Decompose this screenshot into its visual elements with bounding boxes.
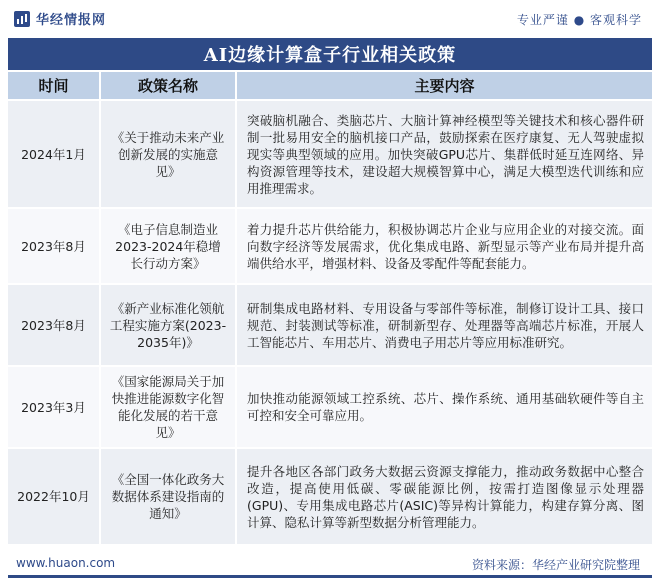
cell-policy-name: 《关于推动未来产业创新发展的实施意见》 (100, 100, 236, 208)
top-bar (0, 0, 660, 36)
cell-content: 突破脑机融合、类脑芯片、大脑计算神经模型等关键技术和核心器件研制一批易用安全的脑机接口产品，鼓励探索在医疗康复、无人驾驶虚拟现实等典型领域的应用。加快突破GPU芯片、集群低时延互连网络、异构资源管理等技术，建设超大规模智算中心，满足大模型迭代训练和应用推理需求。 (236, 100, 652, 208)
cell-content: 加快推动能源领域工控系统、芯片、操作系统、通用基础软硬件等自主可控和安全可靠应用。 (236, 366, 652, 448)
table-row (8, 366, 652, 448)
cell-time: 2024年1月 (8, 100, 100, 208)
cell-content: 提升各地区各部门政务大数据云资源支撑能力，推动政务数据中心整合改造，提高使用低碳、零碳能源比例，按需打造图像显示处理器(GPU)、专用集成电路芯片(ASIC)等异构计算能力，构建存算分离、图计算、隐私计算等新型数据分析管理能力。 (236, 448, 652, 544)
page-title: AI边缘计算盒子行业相关政策 (203, 45, 457, 66)
brand-logo (14, 9, 106, 28)
logo-text: 华经情报网 (36, 13, 107, 28)
data-source: 资料来源：华经产业研究院整理 (471, 558, 640, 572)
cell-time: 2023年3月 (8, 366, 100, 448)
cell-time: 2023年8月 (8, 284, 100, 366)
cell-content: 研制集成电路材料、专用设备与零部件等标准，制修订设计工具、接口规范、封装测试等标准，研制新型存、处理器等高端芯片标准，开展人工智能芯片、车用芯片、消费电子用芯片等应用标准研究。 (236, 284, 652, 366)
cell-time: 2022年10月 (8, 448, 100, 544)
cell-policy-name: 《电子信息制造业2023-2024年稳增长行动方案》 (100, 208, 236, 284)
cell-time: 2023年8月 (8, 208, 100, 284)
footer-divider (8, 575, 652, 578)
table-row (8, 208, 652, 284)
title-banner (8, 38, 652, 70)
cell-content: 着力提升芯片供给能力，积极协调芯片企业与应用企业的对接交流。面向数字经济等发展需求，优化集成电路、新型显示等产业布局并提升高端供给水平，增强材料、设备及零配件等配套能力。 (236, 208, 652, 284)
cell-policy-name: 《全国一体化政务大数据体系建设指南的通知》 (100, 448, 236, 544)
policy-table (8, 72, 652, 544)
table-row (8, 284, 652, 366)
table-row (8, 100, 652, 208)
footer (0, 548, 660, 582)
cell-policy-name: 《新产业标准化领航工程实施方案(2023-2035年)》 (100, 284, 236, 366)
cell-policy-name: 《国家能源局关于加快推进能源数字化智能化发展的若干意见》 (100, 366, 236, 448)
column-header-time: 时间 (8, 72, 100, 100)
table-row (8, 448, 652, 544)
table-header-row (8, 72, 652, 100)
website-url[interactable]: www.huaon.com (16, 556, 116, 570)
column-header-content: 主要内容 (236, 72, 652, 100)
slogan: 专业严谨 ● 客观科学 (516, 13, 642, 27)
bar-chart-icon (14, 11, 30, 27)
column-header-name: 政策名称 (100, 72, 236, 100)
